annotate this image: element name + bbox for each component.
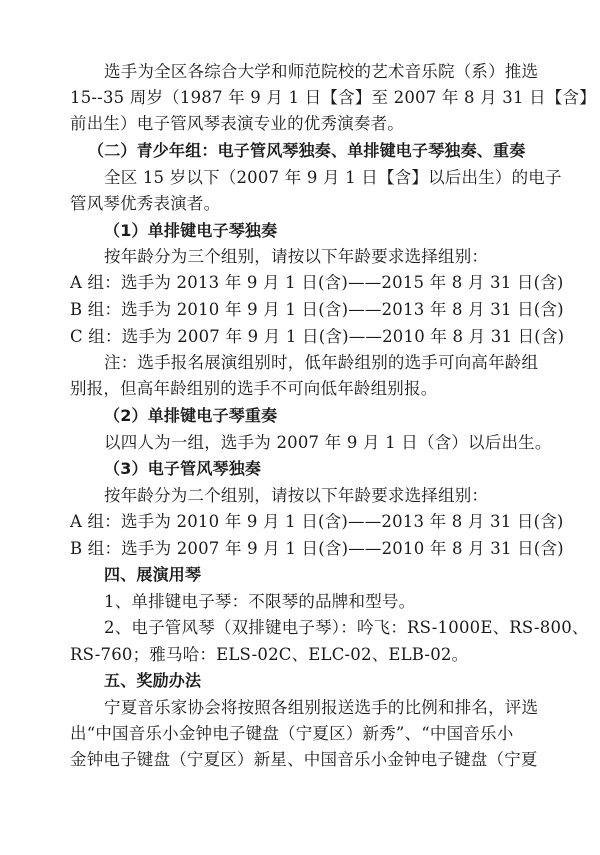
age-group-line: A 组：选手为 2010 年 9 月 1 日(含)——2013 年 8 月 31 日(含) [70, 512, 564, 531]
subsection-heading: （2）单排键电子琴重奏 [104, 406, 278, 425]
age-group-line: B 组：选手为 2010 年 9 月 1 日(含)——2013 年 8 月 31 日(含) [70, 300, 564, 319]
body-text-line: 出“中国音乐小金钟电子键盘（宁夏区）新秀”、“中国音乐小 [70, 724, 514, 743]
subsection-heading: （3）电子管风琴独奏 [104, 459, 262, 478]
body-text-line: 前出生）电子管风琴表演专业的优秀演奏者。 [70, 114, 404, 133]
section-heading: 四、展演用琴 [104, 565, 202, 584]
age-group-line: A 组：选手为 2013 年 9 月 1 日(含)——2015 年 8 月 31 日(含) [70, 273, 564, 292]
body-text-line: 按年龄分为二个组别，请按以下年龄要求选择组别： [104, 486, 489, 505]
age-group-line: C 组：选手为 2007 年 9 月 1 日(含)——2010 年 8 月 31 日(含) [70, 327, 565, 346]
body-text-line: 管风琴优秀表演者。 [70, 194, 221, 213]
body-text-line: RS-760；雅马哈：ELS-02C、ELC-02、ELB-02。 [70, 645, 469, 664]
body-text-line: 按年龄分为三个组别，请按以下年龄要求选择组别： [104, 247, 489, 266]
note-line: 注：选手报名展演组别时，低年龄组别的选手可向高年龄组 [104, 353, 539, 372]
body-text-line: 全区 15 岁以下（2007 年 9 月 1 日【含】以后出生）的电子 [104, 168, 562, 187]
section-heading: 五、奖励办法 [104, 671, 202, 690]
note-line: 别报，但高年龄组别的选手不可向低年龄组别报。 [70, 379, 438, 398]
body-text-line: 2、电子管风琴（双排键电子琴）：吟飞：RS-1000E、RS-800、 [104, 618, 589, 637]
body-text-line: 以四人为一组，选手为 2007 年 9 月 1 日（含）以后出生。 [104, 433, 552, 452]
body-text-line: 宁夏音乐家协会将按照各组别报送选手的比例和排名，评选 [104, 698, 539, 717]
subsection-heading: （1）单排键电子琴独奏 [104, 221, 278, 240]
body-text-line: 1、单排键电子琴：不限琴的品牌和型号。 [104, 592, 416, 611]
section-heading: （二）青少年组：电子管风琴独奏、单排键电子琴独奏、重奏 [88, 141, 526, 160]
age-group-line: B 组：选手为 2007 年 9 月 1 日(含)——2010 年 8 月 31 日(含) [70, 539, 564, 558]
body-text-line: 选手为全区各综合大学和师范院校的艺术音乐院（系）推选 [104, 62, 539, 81]
body-text-line: 15--35 周岁（1987 年 9 月 1 日【含】至 2007 年 8 月 31 日【含】 [70, 88, 596, 107]
body-text-line: 金钟电子键盘（宁夏区）新星、中国音乐小金钟电子键盘（宁夏 [70, 750, 538, 769]
